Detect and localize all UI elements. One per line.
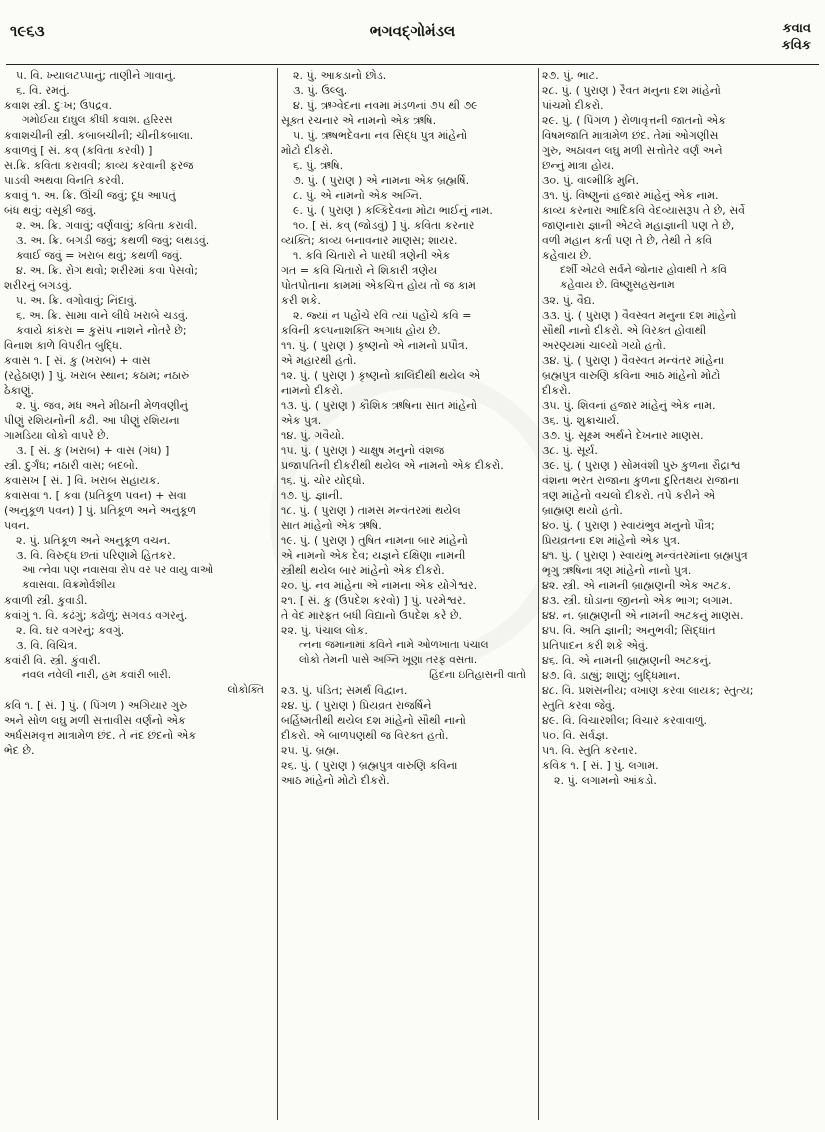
dictionary-line: ૫૧. વિ. સ્તુતિ કરનાર.: [542, 744, 638, 757]
guide-words: [782, 20, 811, 54]
dictionary-line: ૫૦. વિ. સર્વજ્ઞ.: [542, 729, 609, 742]
dictionary-line: ૩. [ સં. કુ (ખરાબ) + વાસ (ગંધ) ]: [16, 444, 170, 457]
dictionary-line: જાણનારા જ્ઞાની એટલે મહાજ્ઞાની પણ તે છે,: [542, 219, 735, 232]
dictionary-line: ૪૦. પું. ( પુરાણ ) સ્વાયંભુવ મનુનો પૌત્ર;: [542, 519, 715, 532]
dictionary-line: ૨૦. પું. નવ માંહેના એ નામના એક યોગેશ્વર.: [281, 579, 478, 592]
dictionary-line: કવાશચીની સ્ત્રી. કબાબચીની; ચીનીકબાલા.: [4, 129, 194, 142]
page-number: ૧૯૬૩: [10, 22, 45, 40]
dictionary-line: કવિની કલ્પનાશક્તિ અગાધ હોય છે.: [281, 324, 441, 337]
dictionary-line: એ મહારથી હતો.: [281, 354, 357, 367]
dictionary-line: વળી મહાન કર્તા પણ તે છે, તેથી તે કવિ: [542, 234, 713, 247]
dictionary-line: ઠેકાણું.: [4, 384, 34, 397]
dictionary-line: ૧૧. પું. ( પુરાણ ) કૃષ્ણનો એ નામનો પ્રપૌત્ર.: [281, 339, 469, 352]
dictionary-line: ૨. પું. લગામનો આંકડો.: [554, 774, 657, 787]
dictionary-line: ૩૮. પું. સૂર્ય.: [542, 444, 598, 457]
dictionary-line: આ ત્નેવા પણ નવાસવા રોપ વર પર વાયુ વાઓ: [22, 564, 214, 576]
dictionary-line: ૪૭. વિ. ડાહ્યું; શાણું; બુદ્ધિમાન.: [542, 669, 681, 682]
column-1: [4, 68, 272, 1120]
dictionary-line: ૩. પું. ઉલ્લુ.: [293, 84, 348, 97]
dictionary-line: ૨૮. પું. ( પુરાણ ) રૈવત મનુના દશ માંહેનો: [542, 84, 721, 97]
page-title: ભગવદ્ગોમંડલ: [369, 22, 456, 40]
dictionary-line: લોકોક્તિ: [227, 684, 264, 696]
dictionary-line: કવાસખ [ સં. ] વિ. ખરાબ સહાયક.: [4, 474, 161, 487]
dictionary-line: ૧૫. પું. ( પુરાણ ) ચાક્ષુષ મનુનો વંશજ: [281, 444, 445, 457]
dictionary-line: દીકરો.: [542, 384, 571, 397]
dictionary-line: ૧૯. પું. ( પુરાણ ) તુષિત નામના બાર માંહેનો: [281, 534, 468, 547]
dictionary-line: કહેવાય છે.: [542, 249, 592, 262]
dictionary-line: પાડવી અથવા વિનતિ કરવી.: [4, 174, 125, 187]
dictionary-line: ૩૭. પું. સૂક્ષ્મ અર્થને દેખનાર માણસ.: [542, 429, 704, 442]
dictionary-line: ૧૭. પું. જ્ઞાની.: [281, 489, 343, 502]
dictionary-line: કવિક ૧. [ સં. ] પું. લગામ.: [542, 759, 659, 772]
dictionary-line: કવાયે કાંકરા = કુસંપ નાશને નોતરે છે;: [16, 324, 187, 337]
dictionary-line: પ્રતિપાદન કરી શકે એવું.: [542, 639, 649, 652]
dictionary-line: વિષમજાતિ માત્રામેળ છંદ. તેમાં ઓગણીસ: [542, 129, 719, 142]
dictionary-line: છન્નું માત્રા હોય.: [542, 159, 615, 172]
dictionary-line: કવાસવા. વિક્રમોર્વશીય: [22, 579, 116, 591]
dictionary-line: ૨. પું. પ્રતિકૂળ અને અનુકૂળ વચન.: [16, 534, 171, 547]
dictionary-line: કવિ ૧. [ સં. ] પું. ( પિંગળ ) અગિયાર ગુરુ: [4, 699, 188, 712]
dictionary-line: ૫. વિ. ખ્યાલટપ્પાનું; તાણીને ગાવાનું.: [16, 69, 176, 82]
dictionary-line: ૨. પું. જવ, મધ અને મીઠાની મેળવણીનું: [16, 399, 188, 412]
dictionary-line: ૩૬. પું. શુક્રાચાર્ય.: [542, 414, 620, 427]
dictionary-line: કવાવું ૧. અ. ક્રિ. ઊંચી જવું; દૂધ આપતું: [4, 189, 176, 202]
dictionary-line: ૪૬. વિ. એ નામની બ્રાહ્મણની અટકનું.: [542, 654, 712, 667]
dictionary-line: ૩૯. પું. ( પુરાણ ) સોમવંશી પુરુ કુળના રૌદ્રાશ્વ: [542, 459, 741, 472]
dictionary-line: ભૃગુ ઋષિના ત્રણ માંહેનો નાનો પુત્ર.: [542, 564, 692, 577]
dictionary-line: અને સોળ લઘુ મળી સત્તાવીસ વર્ણનો એક: [4, 714, 186, 727]
dictionary-line: ૨૫. પું. બ્રહ્મ.: [281, 744, 340, 757]
dictionary-line: ૩૩. પું. ( પુરાણ ) વૈવસ્વત મનુના દશ માંહેનો: [542, 309, 737, 322]
dictionary-line: કાવ્ય કરનારા આદિકવિ વેદવ્યાસરૂપ તે છે, સર્વે: [542, 204, 746, 217]
dictionary-line: ૧૪. પું. ગવૈયો.: [281, 429, 345, 442]
dictionary-line: નામનો દીકરો.: [281, 384, 344, 397]
dictionary-line: ૪૨. સ્ત્રી. એ નામની બ્રાહ્મણની એક અટક.: [542, 579, 732, 592]
dictionary-line: ૪૮. વિ. પ્રશંસનીય; વખાણ કરવા લાયક; સ્તુત્ય;: [542, 684, 754, 697]
dictionary-line: ૪૯. વિ. વિચારશીલ; વિચાર કરવાવાળું.: [542, 714, 707, 727]
dictionary-line: ગમોઈયા દાઘુલ કીધી કવાશ. હરિરસ: [22, 114, 173, 126]
dictionary-line: ૫. અ. ક્રિ. વગોવાવું; નિંદાવું.: [16, 294, 138, 307]
guide-word-first: કવાવ: [782, 21, 811, 36]
dictionary-line: કવાંરી વિ. સ્ત્રી. કુંવારી.: [4, 654, 101, 667]
header-rule: [6, 64, 819, 65]
dictionary-line: વંશના ભરત રાજાના કુળના દુરિતક્ષય રાજાના: [542, 474, 740, 487]
dictionary-line: ૨૬. પું. ( પુરાણ ) બ્રહ્મપુત્ર વારુણિ કવિના: [281, 759, 458, 772]
dictionary-line: પોતપોતાના કામમાં એકચિત્ત હોય તો જ કામ: [281, 279, 476, 292]
dictionary-line: ૭. પું. ( પુરાણ ) એ નામના એક બ્રહ્મર્ષિ.: [293, 174, 470, 187]
dictionary-line: સ.ક્રિ. કવિતા કરાવવી; કાવ્ય કરવાની ફરજ: [4, 159, 194, 172]
column-3: [538, 68, 819, 1120]
dictionary-line: ૪૪. ન. બ્રાહ્મણની એ નામની અટકનું માણસ.: [542, 609, 744, 622]
dictionary-line: ૯. પું. ( પુરાણ ) કલ્કિદેવના મોટા ભાઈનું નામ.: [293, 204, 493, 217]
dictionary-line: સ્ત્રીથી થયેલ બાર માંહેનો એક દીકરો.: [281, 564, 445, 577]
dictionary-line: ૬. પું. ઋષિ.: [293, 159, 344, 172]
dictionary-line: ગત = કવિ ચિતારો ને શિકારી ત્રણેય: [281, 264, 438, 277]
dictionary-line: કવાંગું ૧. વિ. કઢંગું; કઢોળું; સગવડ વગરનું.: [4, 609, 188, 622]
dictionary-line: બર્હિષ્મતીથી થયેલ દશ માંહેનો સૌથી નાનો: [281, 714, 466, 727]
dictionary-line: ૩૪. પું. ( પુરાણ ) વૈવસ્વત મન્વંતર માંહેના: [542, 354, 725, 367]
dictionary-line: ૨૧. [ સં. કુ (ઉપદેશ કરવો) ] પું. પરમેશ્વર.: [281, 594, 466, 607]
dictionary-line: સાત માંહેનો એક ઋષિ.: [281, 519, 382, 532]
dictionary-line: બંધ થવું; વસૂકી જવું.: [4, 204, 97, 217]
dictionary-line: અરણ્યમાં ચાલ્યો ગયો હતો.: [542, 339, 667, 352]
dictionary-line: (અનુકૂળ પવન) ] પું. પ્રતિકૂળ અને અનુકૂળ: [4, 504, 197, 517]
dictionary-line: ૨૨. પું. પંચાલ લોક.: [281, 624, 368, 637]
dictionary-line: ૩૦. પું. વાલ્મીકિ મુનિ.: [542, 174, 639, 187]
dictionary-line: ૨. પું. આકડાનો છોડ.: [293, 69, 387, 82]
dictionary-line: ૩૧. પું. વિષ્ણુનાં હજાર માંહેનું એક નામ.: [542, 189, 719, 202]
dictionary-line: કરી શકે.: [281, 294, 321, 307]
dictionary-line: સૂક્ત રચનાર એ નામનો એક ઋષિ.: [281, 114, 437, 127]
dictionary-line: ૩. વિ. વિચિત્ર.: [16, 639, 78, 652]
dictionary-line: ગામડિયા લોકો વાપરે છે.: [4, 429, 110, 442]
dictionary-line: ૧૮. પું. ( પુરાણ ) તામસ મન્વંતરમાં થયેલ: [281, 504, 461, 517]
dictionary-line: કહેવાય છે. વિષ્ણુસહસ્રનામ: [560, 279, 675, 291]
dictionary-line: કવાળી સ્ત્રી. કુવાડી.: [4, 594, 88, 607]
dictionary-line: વિનાશ કાળે વિપરીત બુદ્ધિ.: [4, 339, 123, 352]
dictionary-line: ૧૩. પું. ( પુરાણ ) કૌશિક ઋષિના સાત માંહેનો: [281, 399, 478, 412]
dictionary-line: બ્રહ્મપુત્ર વારુણિ કવિના આઠ માંહેનો મોટો: [542, 369, 721, 382]
dictionary-line: સ્તુતિ કરવા જેવું.: [542, 699, 616, 712]
dictionary-line: ૨. અ. ક્રિ. ગવાવું; વર્ણવાવું; કવિતા કરાવી.: [16, 219, 198, 232]
dictionary-line: એક પુત્ર.: [281, 414, 322, 427]
dictionary-line: હિંદના ઇતિહાસની વાતો: [429, 669, 526, 681]
dictionary-line: પ્રજાપતિની દીકરીથી થયેલ એ નામનો એક દીકરો.: [281, 459, 504, 472]
dictionary-line: ગુરુ, અઠાવન લઘુ મળી સત્તોતેર વર્ણ અને: [542, 144, 723, 157]
dictionary-line: ૨૭. પું. ભાટ.: [542, 69, 599, 82]
dictionary-line: ૩૫. પું. શિવનાં હજાર માંહેનું એક નામ.: [542, 399, 716, 412]
dictionary-line: લોકો તેમની પાસે અગ્નિ ખૂણા તરફ વસતા.: [299, 654, 478, 666]
dictionary-line: દર્શી એટલે સર્વને જોનાર હોવાથી તે કવિ: [560, 264, 727, 276]
dictionary-line: દીકરો. એ બાળપણથી જ વિરક્ત હતો.: [281, 729, 449, 742]
dictionary-line: ૨૪. પું. ( પુરાણ ) પ્રિયવ્રત રાજર્ષિને: [281, 699, 432, 712]
dictionary-line: ત્નના જમાનામાં કવિને નામે ઓળખાતા પંચાલ: [299, 639, 489, 651]
dictionary-line: ૨૯. પું. ( પિંગળ ) રોળાવૃત્તની જાતનો એક: [542, 114, 726, 127]
dictionary-line: સૌથી નાનો દીકરો. એ વિરક્ત હોવાથી: [542, 324, 707, 337]
dictionary-line: કવાશ સ્ત્રી. દુઃખ; ઉપદ્રવ.: [4, 99, 113, 112]
dictionary-line: બ્રાહ્મણ થયો હતો.: [542, 504, 623, 517]
dictionary-line: પાંચમો દીકરો.: [542, 99, 604, 112]
dictionary-line: ૬. વિ. રમતું.: [16, 84, 70, 97]
dictionary-line: સ્ત્રી. દુર્ગંધ; નઠારી વાસ; બદબો.: [4, 459, 139, 472]
dictionary-line: કવાળવું [ સં. કવ્ (કવિતા કરવી) ]: [4, 144, 153, 157]
guide-word-last: કવિક: [781, 38, 811, 53]
dictionary-line: અર્ધસમવૃત્ત માત્રામેળ છંદ. તે નંદ છંદનો એક: [4, 729, 197, 742]
dictionary-line: ૧. કવિ ચિતારો ને પારધી ત્રણેની એક: [293, 249, 451, 262]
dictionary-line: ૪૩. સ્ત્રી. ઘોડાના જીનનો એક ભાગ; લગામ.: [542, 594, 733, 607]
dictionary-line: આઠ માંહેનો મોટો દીકરો.: [281, 774, 390, 787]
dictionary-line: પીણું રશિયનોની કઢી. આ પીણું રશિયના: [4, 414, 180, 427]
column-2: [277, 68, 534, 1120]
dictionary-line: ૧૬. પું. ચોર યોદ્ધો.: [281, 474, 366, 487]
dictionary-line: ક્વાઈ જવું = ખરાબ થવું; કથળી જવું.: [16, 249, 183, 262]
dictionary-line: ૨. જ્યાં ન પહોંચે રવિ ત્યાં પહોંચે કવિ =: [293, 309, 472, 322]
dictionary-line: ૪. અ. ક્રિ. રોગ થવો; શરીરમાં કવા પેસવો;: [16, 264, 198, 277]
dictionary-line: ૨૩. પું. પંડિત; સમર્થ વિદ્વાન.: [281, 684, 408, 697]
dictionary-line: ભેદ છે.: [4, 744, 35, 757]
dictionary-line: કવાસવા ૧. [ કવા (પ્રતિકૂળ પવન) + સવા: [4, 489, 187, 502]
dictionary-line: ૬. અ. ક્રિ. સામા વાને લીધે ખરાબે ચડવું.: [16, 309, 189, 322]
page-header: [0, 0, 825, 70]
dictionary-line: ૩૨. પું. વૈદ્ય.: [542, 294, 596, 307]
dictionary-line: ૪૫. વિ. અતિ જ્ઞાની; અનુભવી; સિદ્ધાંત: [542, 624, 716, 637]
dictionary-line: તે વેદ મારફત બધી વિદ્યાનો ઉપદેશ કરે છે.: [281, 609, 462, 622]
dictionary-line: ૩. વિ. વિરુદ્ધ છતાં પરિણામે હિતકર.: [16, 549, 176, 562]
dictionary-line: (રહેઠાણ) ] પું. ખરાબ સ્થાન; કઠામ; નઠારું: [4, 369, 190, 382]
dictionary-line: ૮. પું. એ નામનો એક અગ્નિ.: [293, 189, 423, 202]
dictionary-line: એ નામનો એક દેવ; યજ્ઞને દક્ષિણા નામની: [281, 549, 466, 562]
dictionary-line: નવલ નવેલી નારી, હમ કવાંરી બારી.: [22, 669, 172, 681]
dictionary-line: મોટો દીકરો.: [281, 144, 334, 157]
dictionary-line: પ્રિયવ્રતના દશ માંહેનો એક પુત્ર.: [542, 534, 681, 547]
dictionary-line: ત્રણ માંહેનો વચલો દીકરો. તપે કરીને એ: [542, 489, 716, 502]
dictionary-line: પવન.: [4, 519, 30, 532]
dictionary-line: ૪. પું. ઋગ્વેદના નવમા મંડળનાં ૭૫ થી ૭૯: [293, 99, 478, 112]
dictionary-line: ૫. પું. ઋષભદેવના નવ સિદ્ધ પુત્ર માંહેનો: [293, 129, 468, 142]
dictionary-line: ૨. વિ. ઘર વગરનું; કવગું.: [16, 624, 125, 637]
dictionary-line: ૩. અ. ક્રિ. બગડી જવું; કથળી જવું; લથડવું.: [16, 234, 210, 247]
dictionary-line: કવાસ ૧. [ સં. કુ (ખરાબ) + વાસ: [4, 354, 151, 367]
dictionary-line: ૪૧. પું. ( પુરાણ ) સ્વાયંભુ મન્વંતરમાંના બ્રહ્મપુત્ર: [542, 549, 748, 562]
dictionary-line: વ્યક્તિ; કાવ્ય બનાવનાર માણસ; શાયર.: [281, 234, 458, 247]
dictionary-line: ૧૦. [ સં. કવ્ (જોડવું) ] પું. કવિતા કરનાર: [293, 219, 475, 232]
dictionary-line: શરીરનું બગડવું.: [4, 279, 72, 292]
dictionary-line: ૧૨. પું. ( પુરાણ ) કૃષ્ણનો કાલિંદીથી થયેલ એ: [281, 369, 481, 382]
